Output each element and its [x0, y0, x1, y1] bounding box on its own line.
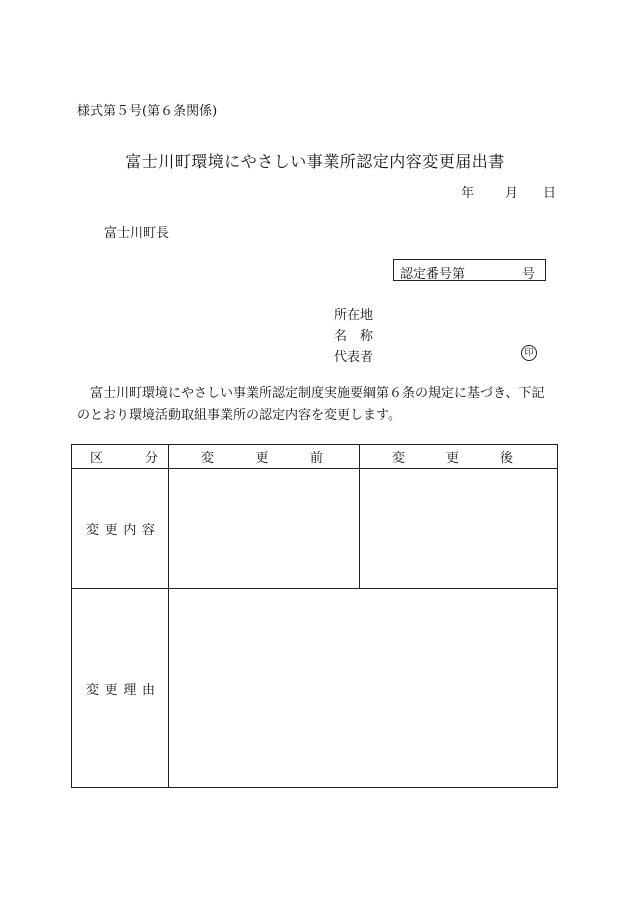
date-line: [461, 182, 556, 201]
header-before-char: 前: [309, 451, 323, 467]
applicant-address-label: 所在地: [334, 308, 374, 323]
row-label-change-reason: [72, 589, 169, 788]
change-before-cell[interactable]: [169, 469, 360, 589]
header-after-char: 更: [445, 451, 459, 467]
applicant-representative-label: 代表者: [334, 350, 374, 365]
date-month: 月: [505, 186, 519, 201]
document-title: 富士川町環境にやさしい事業所認定内容変更届出書: [125, 152, 505, 171]
change-after-cell[interactable]: [360, 469, 558, 589]
row-label-char: 変: [86, 682, 100, 698]
applicant-name-label: 名 称: [334, 329, 374, 344]
seal-mark: 印: [521, 345, 537, 361]
header-after-char: 変: [392, 451, 406, 467]
row-label-char: 由: [141, 682, 155, 698]
cert-number-label: 認定番号第: [400, 267, 466, 282]
body-text: 富士川町環境にやさしい事業所認定制度実施要綱第６条の規定に基づき、下記のとおり環境活動取組事業所の認定内容を変更します。: [77, 386, 545, 423]
addressee: 富士川町長: [104, 226, 170, 241]
header-before-char: 変: [201, 451, 215, 467]
row-label-char: 変: [86, 523, 100, 539]
row-label-char: 更: [104, 523, 118, 539]
form-number: 様式第５号(第６条関係): [77, 104, 218, 119]
header-category-char: 分: [144, 451, 158, 467]
header-before: [169, 445, 360, 469]
row-label-char: 更: [104, 682, 118, 698]
change-reason-cell[interactable]: [169, 589, 558, 788]
header-category: [72, 445, 169, 469]
row-label-char: 理: [123, 682, 137, 698]
header-before-char: 更: [255, 451, 269, 467]
row-label-char: 内: [123, 523, 137, 539]
row-label-char: 容: [141, 523, 155, 539]
change-table: [71, 444, 558, 788]
row-label-change-content: [72, 469, 169, 589]
header-after: [360, 445, 558, 469]
table-row-change-reason: [72, 589, 558, 788]
header-category-char: 区: [90, 451, 104, 467]
date-day: 日: [543, 186, 557, 201]
table-header-row: [72, 445, 558, 469]
table-row-change-content: [72, 469, 558, 589]
header-after-char: 後: [499, 451, 513, 467]
date-year: 年: [461, 186, 475, 201]
cert-number-suffix: 号: [521, 267, 535, 282]
certification-number-box: [393, 259, 546, 281]
